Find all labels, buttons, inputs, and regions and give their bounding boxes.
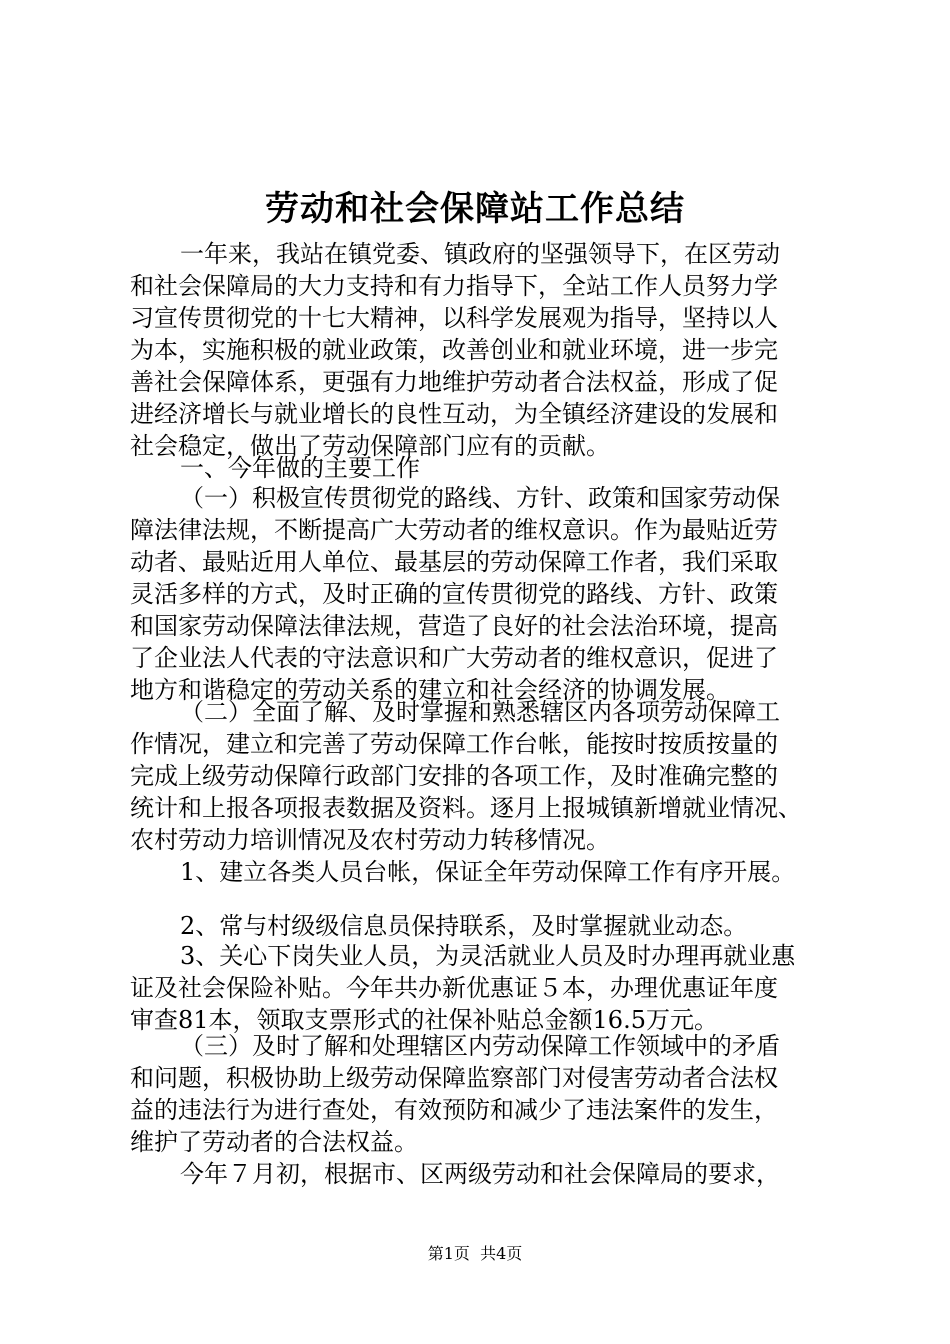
list-item: 2、常与村级级信息员保持联系，及时掌握就业动态。 [180, 912, 748, 940]
body-line: 为本，实施积极的就业政策，改善创业和就业环境，进一步完 [130, 336, 778, 364]
body-line: 一年来，我站在镇党委、镇政府的坚强领导下，在区劳动 [180, 240, 780, 268]
body-line: 益的违法行为进行查处，有效预防和减少了违法案件的发生， [130, 1096, 778, 1124]
body-line: （三）及时了解和处理辖区内劳动保障工作领域中的矛盾 [180, 1032, 780, 1060]
body-line: 审查81本，领取支票形式的社保补贴总金额16.5万元。 [130, 1006, 718, 1034]
section-heading: 一、今年做的主要工作 [180, 454, 420, 482]
body-line: 习宣传贯彻党的十七大精神，以科学发展观为指导，坚持以人 [130, 304, 778, 332]
list-item: 3、关心下岗失业人员，为灵活就业人员及时办理再就业惠 [180, 942, 796, 970]
body-line: （二）全面了解、及时掌握和熟悉辖区内各项劳动保障工 [180, 698, 780, 726]
body-line: 农村劳动力培训情况及农村劳动力转移情况。 [130, 826, 610, 854]
body-line: 和问题，积极协助上级劳动保障监察部门对侵害劳动者合法权 [130, 1064, 778, 1092]
body-line: 了企业法人代表的守法意识和广大劳动者的维权意识，促进了 [130, 644, 778, 672]
body-line: 灵活多样的方式，及时正确的宣传贯彻党的路线、方针、政策 [130, 580, 778, 608]
body-line: 今年７月初，根据市、区两级劳动和社会保障局的要求， [180, 1160, 780, 1188]
body-line: 作情况，建立和完善了劳动保障工作台帐，能按时按质按量的 [130, 730, 778, 758]
body-line: 进经济增长与就业增长的良性互动，为全镇经济建设的发展和 [130, 400, 778, 428]
body-line: 社会稳定，做出了劳动保障部门应有的贡献。 [130, 432, 610, 460]
body-line: 统计和上报各项报表数据及资料。逐月上报城镇新增就业情况、 [130, 794, 802, 822]
body-line: 善社会保障体系，更强有力地维护劳动者合法权益，形成了促 [130, 368, 778, 396]
body-line: 维护了劳动者的合法权益。 [130, 1128, 418, 1156]
body-line: 地方和谐稳定的劳动关系的建立和社会经济的协调发展。 [130, 676, 730, 704]
list-item: 1、建立各类人员台帐，保证全年劳动保障工作有序开展。 [180, 858, 796, 886]
body-line: 证及社会保险补贴。今年共办新优惠证５本，办理优惠证年度 [130, 974, 778, 1002]
body-line: 和社会保障局的大力支持和有力指导下，全站工作人员努力学 [130, 272, 778, 300]
body-line: 和国家劳动保障法律法规，营造了良好的社会法治环境，提高 [130, 612, 778, 640]
page-title: 劳动和社会保障站工作总结 [265, 189, 685, 229]
page-number-footer: 第1页 共4页 [427, 1244, 523, 1263]
body-line: 完成上级劳动保障行政部门安排的各项工作，及时准确完整的 [130, 762, 778, 790]
body-line: （一）积极宣传贯彻党的路线、方针、政策和国家劳动保 [180, 484, 780, 512]
body-line: 动者、最贴近用人单位、最基层的劳动保障工作者，我们采取 [130, 548, 778, 576]
body-line: 障法律法规，不断提高广大劳动者的维权意识。作为最贴近劳 [130, 516, 778, 544]
